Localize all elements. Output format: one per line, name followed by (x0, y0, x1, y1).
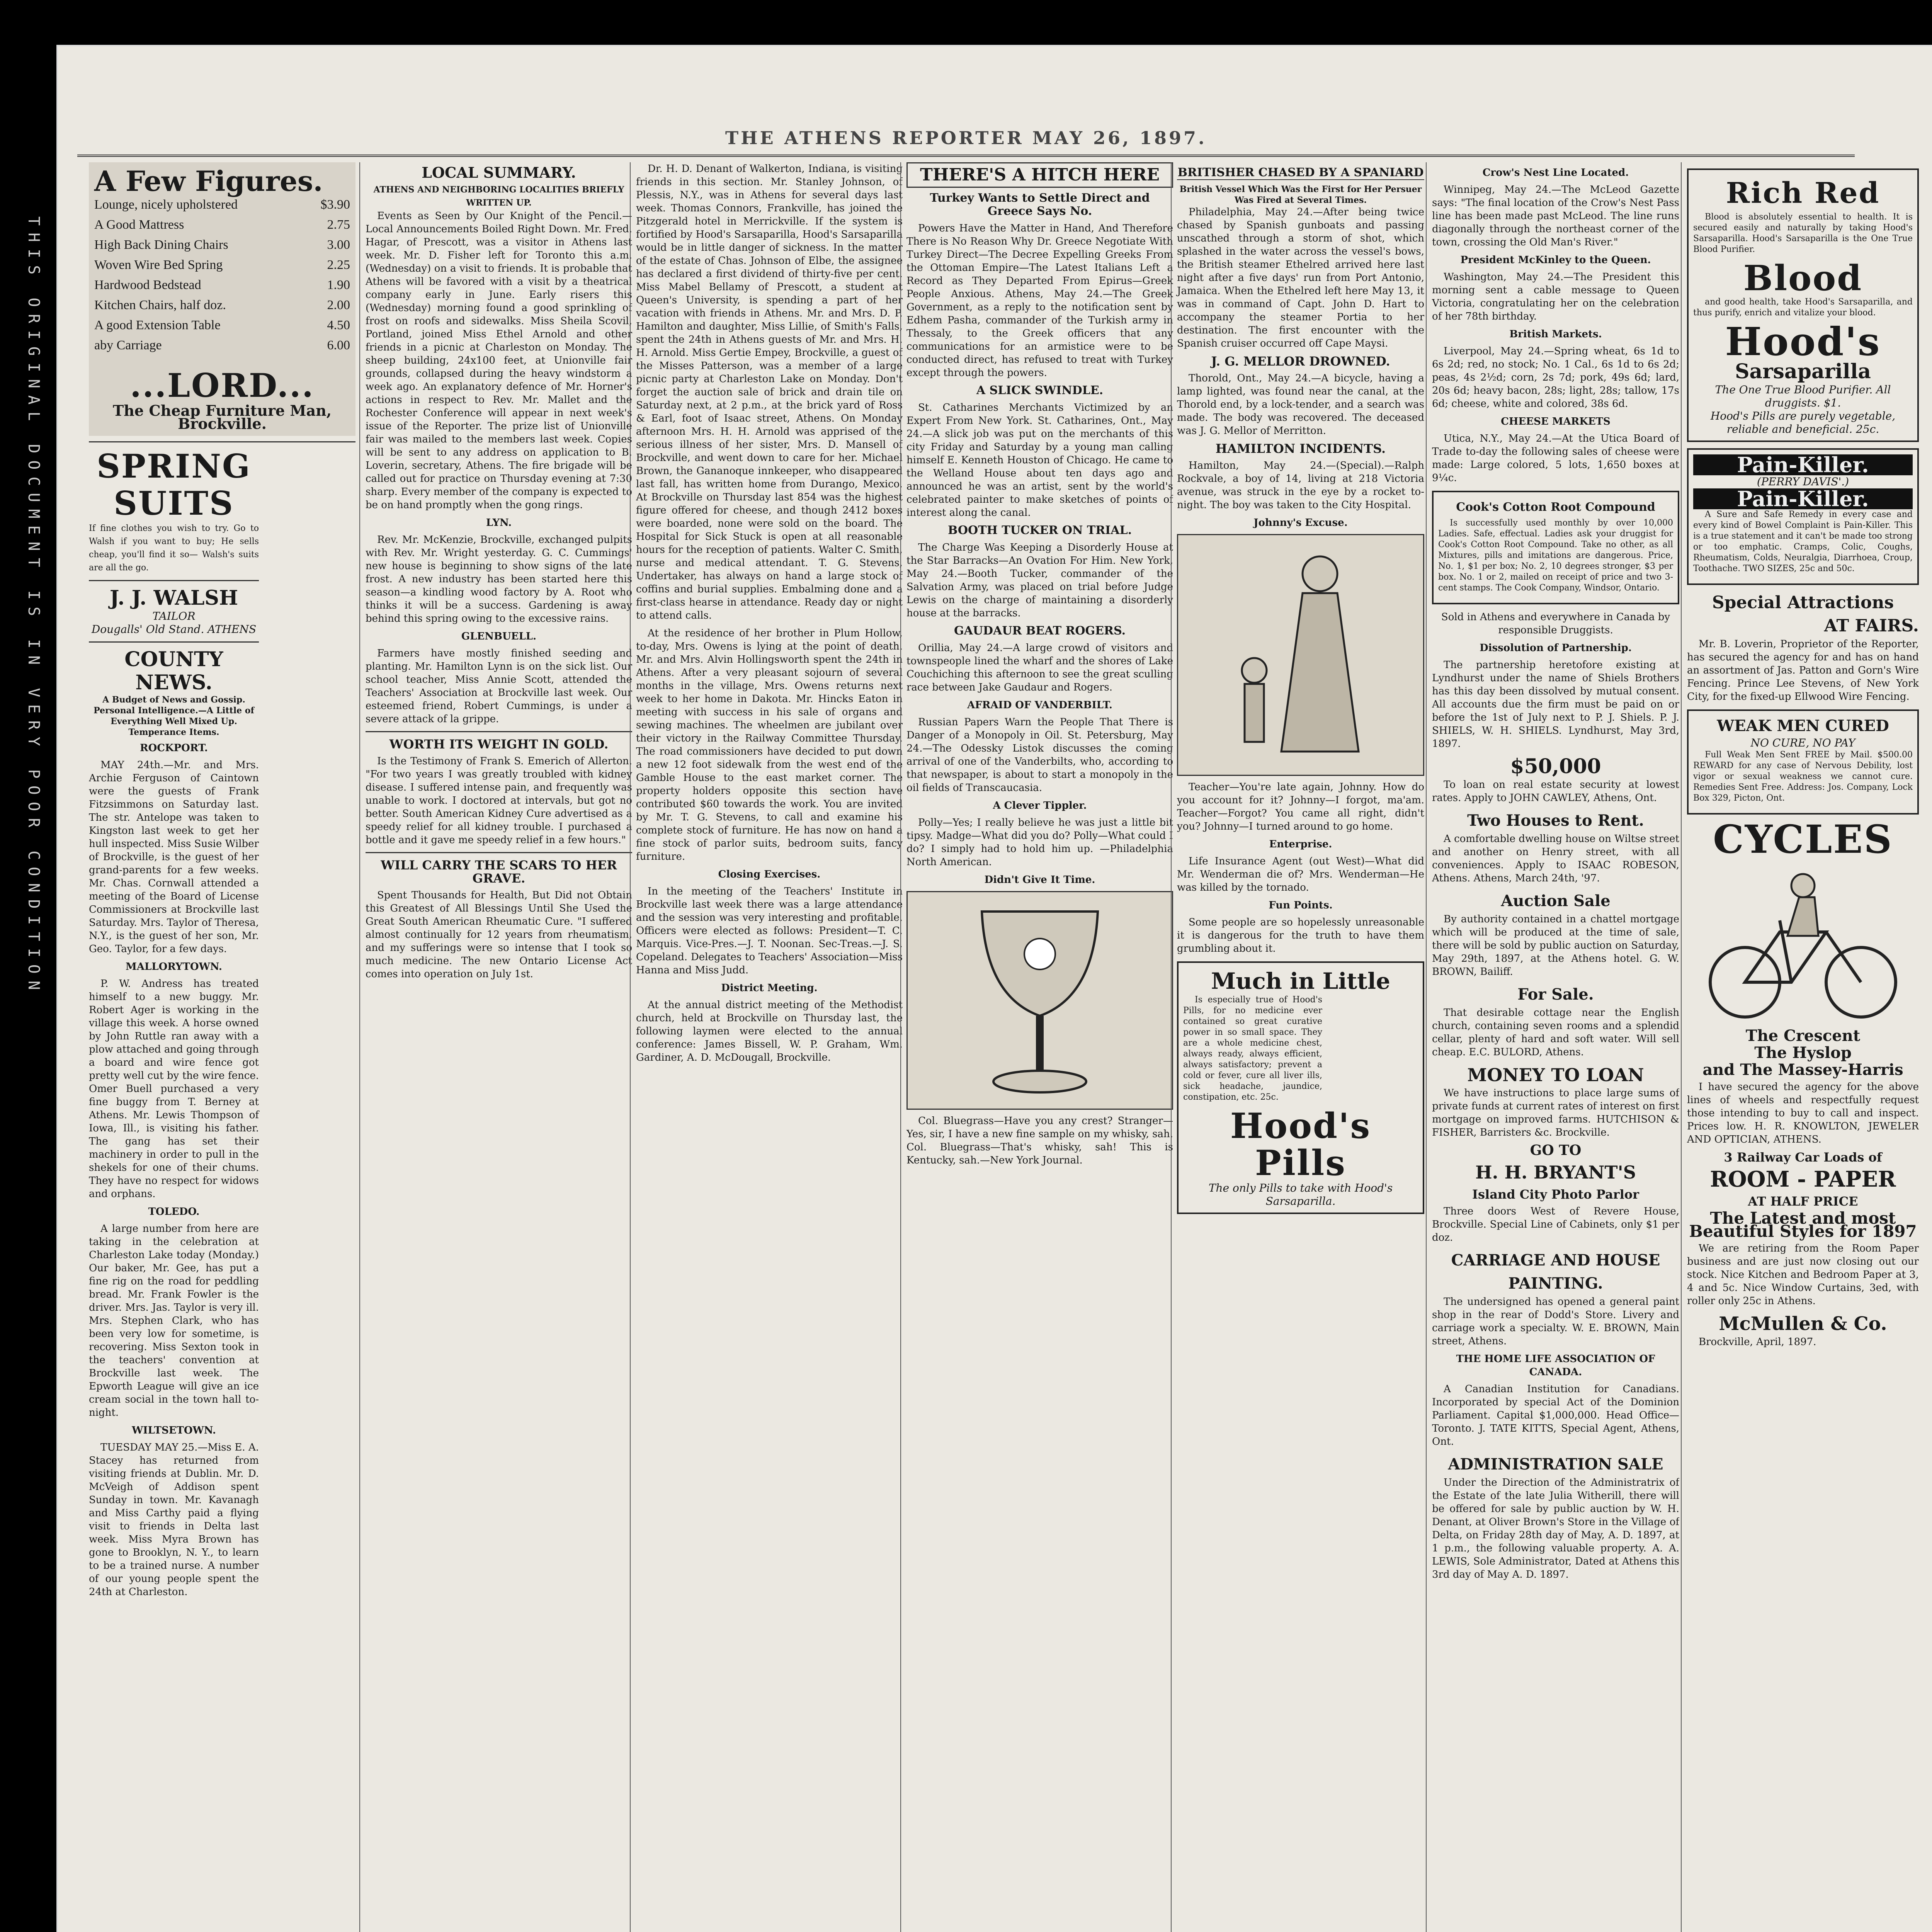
painkiller-title-2: Pain-Killer. (1693, 488, 1913, 509)
column-4 (900, 162, 1173, 1932)
blood-body: and good health, take Hood's Sarsaparilla, and thus purify, enrich and vitalize your blood. (1693, 297, 1913, 318)
pills-word: Pills (1255, 1143, 1346, 1184)
paper-body: We are retiring from the Room Paper business and are just now closing out our stock. Nice Kitchen and Bedroom Paper at 3, 4 and 5c. Nice Window Curtains, 3ed, with roller only 25c in Athens. (1687, 1243, 1919, 1307)
closing-exercises-body: In the meeting of the Teachers' Institute in Brockville last week there was a large attendance and the session was very interesting and profitable. Officers were elected as follows: President—T. C. Marquis. Vice-Pres.—J. T. Noonan. Sec-Treas.—J. S. Copeland. Delegates to Teachers' Association—Miss Hanna and Miss Judd. (636, 886, 903, 976)
fifty-thousand: $50,000 (1510, 755, 1601, 778)
glass-caption: Didn't Give It Time. (984, 874, 1095, 886)
hyslop-line: The Hyslop (1754, 1044, 1852, 1062)
glenbuell-body: Farmers have mostly finished seeding and planting. Mr. Hamilton Lynn is on the sick list. Our school teacher, Miss Annie Scott, attended the Teachers' Association at Brockville last week. Our esteemed friend, Robert Cummings, is under a severe attack of la grippe. (366, 648, 632, 725)
crescent-line: The Crescent (1745, 1027, 1861, 1045)
lady-caption: Johnny's Excuse. (1253, 517, 1348, 529)
hitch-heading: THERE'S A HITCH HERE (906, 162, 1173, 188)
weak-body: Full Weak Men Sent FREE by Mail. $500.00 REWARD for any case of Nervous Debility, lost vigor or sexual weakness we cannot cure. Remedies Sent Free. Address: Jos. Company, Lock Box 329, Picton, Ont. (1693, 750, 1913, 803)
walsh-name: J. J. WALSH (109, 586, 238, 610)
few-figures-ad (89, 162, 355, 436)
cotton-body: Is successfully used monthly by over 10,000 Ladies. Safe, effectual. Ladies ask your druggist for Cook's Cotton Root Compound. Take no other, as all Mixtures, pills and imitations are dangerous. Price, No. 1, $1 per box; No. 2, 10 degrees stronger, $3 per box. No. 1 or 2, mailed on receipt of price and two 3-cent stamps. The Cook Company, Windsor, Ontario. (1438, 518, 1673, 593)
local-items-2: At the residence of her brother in Plum Hollow, to-day, Mrs. Owens is lying at the point of death. Mr. and Mrs. Alvin Hollingsworth spent the 24th in Athens. After a very pleasant sojourn of several months in the village, Mrs. Owens returns next week to her home in Dakota. Mr. Hincks Eaton in meeting with success in his sale of organs and sewing machines. The wheelmen are jubilant over their victory in the Railway Committee Thursday. The road commissioners have decided to put down a new 12 foot sidewalk from the west end of the Gamble House to the east market corner. The property holders opposite this section have contributed $60 towards the work. You are invited by Mr. T. G. Stevens, to call and examine his complete stock of furniture. He has now on hand a fine stock of parlor suits, bedroom suits, fancy furniture. (636, 628, 903, 862)
fun-heading: Fun Points. (1269, 900, 1333, 911)
county-news-heading: COUNTY NEWS. (124, 648, 223, 694)
hoods-sarsaparilla-ad (1687, 168, 1919, 442)
figure-row: Woven Wire Bed Spring 2.25 (94, 258, 350, 272)
enterprise-body: Life Insurance Agent (out West)—What did Mr. Wenderman die of? Mrs. Wenderman—He was killed by the tornado. (1177, 855, 1424, 893)
cycles-heading: CYCLES (1713, 816, 1893, 862)
mckinley-heading: President McKinley to the Queen. (1460, 254, 1651, 266)
special-heading: Special Attractions (1712, 593, 1894, 612)
column-1 (89, 162, 355, 1932)
hamilton-heading: HAMILTON INCIDENTS. (1215, 441, 1386, 456)
wiltsetown-heading: WILTSETOWN. (132, 1425, 216, 1436)
fun-body: Some people are so hopelessly unreasonable it is dangerous for the truth to have them grumbling about it. (1177, 917, 1424, 954)
walsh-tailor: TAILOR (152, 610, 196, 622)
special-body: Mr. B. Loverin, Proprietor of the Reporter, has secured the agency for and has on hand an assortment of Jas. Patton and Gorn's Wire Fencing. Prince Lee Stevens, of New York City, for the fixed-up Ellwood Wire Fencing. (1687, 638, 1919, 702)
toledo-body: A large number from here are taking in the celebration at Charleston Lake today (Monday.) Our baker, Mr. Gee, has put a fine rig on the road for peddling bread. Mr. Frank Fowler is the driver. Mrs. Jas. Taylor is very ill. Mrs. Stephen Clark, who has been very low for sometime, is recovering. Miss Sexton took in the teachers' convention at Brockville last week. The Epworth League will give an ice cream social in the town hall to-night. (89, 1223, 259, 1418)
district-meeting-body: At the annual district meeting of the Methodist church, held at Brockville on Thursday last, the following laymen were elected to the annual conference: James Bissell, W. P. Graham, Wm. Gardiner, A. D. McDougall, Brockville. (636, 999, 903, 1063)
figure-row: Lounge, nicely upholstered $3.90 (94, 197, 350, 212)
masthead: THE ATHENS REPORTER MAY 26, 1897. (725, 128, 1207, 148)
closing-exercises-heading: Closing Exercises. (718, 869, 821, 880)
worth-heading: WORTH ITS WEIGHT IN GOLD. (389, 737, 609, 752)
auction-heading: Auction Sale (1501, 892, 1611, 910)
half-price-heading: AT HALF PRICE (1748, 1194, 1858, 1209)
few-figures-title: A Few Figures. (94, 165, 323, 197)
carloads-heading: 3 Railway Car Loads of (1724, 1150, 1882, 1165)
figures-list (94, 195, 350, 355)
suits-heading: SUITS (114, 484, 234, 522)
money-heading: MONEY TO LOAN (1467, 1065, 1644, 1085)
cycles-body: I have secured the agency for the above lines of wheels and respectfully request those intending to buy to call and inspect. Prices low. H. R. KNOWLTON, JEWELER AND OPTICIAN, ATHENS. (1687, 1081, 1919, 1145)
scars-body: Spent Thousands for Health, But Did not Obtain this Greatest of All Blessings Until She Used the Great South American Rheumatic Cure. "I suffered almost continually for 12 years from rheumatism, and my sufferings were so intense that I took so much medicine. The new Ontario License Act comes into operation on July 1st. (366, 889, 632, 980)
home-life-body: A Canadian Institution for Canadians. Incorporated by special Act of the Dominion Parliament. Capital $1,000,000. Head Office—Toronto. J. TATE KITTS, Special Agent, Athens, Ont. (1432, 1383, 1679, 1447)
teacher-illustration (1177, 534, 1424, 776)
painkiller-sub: (PERRY DAVIS'.) (1757, 475, 1849, 488)
mellor-heading: J. G. MELLOR DROWNED. (1211, 354, 1390, 369)
glass-body: Col. Bluegrass—Have you any crest? Stranger—Yes, sir, I have a new fine sample on my whisky, sah. Col. Bluegrass—That's whisky, sah! This is Kentucky, sah.—New York Journal. (906, 1115, 1173, 1166)
column-7 (1681, 162, 1919, 1932)
rich-red: Rich Red (1726, 177, 1880, 210)
home-life-heading: THE HOME LIFE ASSOCIATION OF CANADA. (1456, 1353, 1655, 1378)
lyn-heading: LYN. (486, 517, 512, 529)
hoods-word: Hood's (1725, 319, 1881, 364)
spring-suits-ad (89, 448, 259, 1599)
hoods-word: Hood's (1230, 1105, 1371, 1146)
figure-row: Hardwood Bedstead 1.90 (94, 278, 350, 292)
poor-condition-note: THIS ORIGINAL DOCUMENT IS IN VERY POOR CONDITION (25, 216, 43, 997)
hoods-note: The only Pills to take with Hood's Sarsaparilla. (1208, 1182, 1393, 1208)
mallorytown-heading: MALLORYTOWN. (126, 961, 222, 973)
sarsaparilla-note: The One True Blood Purifier. All druggists. $1. (1715, 383, 1891, 409)
scars-heading: WILL CARRY THE SCARS TO HER GRAVE. (381, 858, 617, 886)
hoods-pills-note: Hood's Pills are purely vegetable, reliable and beneficial. 25c. (1710, 410, 1896, 435)
district-meeting-heading: District Meeting. (721, 982, 818, 994)
local-summary-body: Events as Seen by Our Knight of the Pencil.—Local Announcements Boiled Right Down. Mr. Fred. Hagar, of Prescott, was a visitor in Athens last week. Mr. D. Fisher left for Toronto this a.m. (Wednesday) on a visit to friends. It is probable that Athens will be favored with a visit by a theatrical company early in June. Early risers this (Wednesday) morning found a good sprinkling of frost on roofs and sidewalks. Miss Sheila Scovil, Portland, joined Miss Ethel Arnold and other friends in a picnic at Charleston on Monday. The sheep building, 24x100 feet, at Unionville fair grounds, collapsed during the heavy windstorm a week ago. An explanatory defence of Mr. Horner's actions in respect to Rev. Mr. Mallet and the Rochester Conference will appear in next week's issue of the Reporter. The prize list of Unionville fair was mailed to the members last week. Copies will be sent to any address on application to B. Loverin, secretary, Athens. The fire brigade will be called out for practice on Thursday evening at 7:30 sharp. Every member of the company is expected to be on hand promptly when the gong rings. (366, 210, 632, 511)
cotton-root-ad (1432, 491, 1679, 604)
weak-men-ad (1687, 709, 1919, 815)
mallorytown-body: P. W. Andress has treated himself to a new buggy. Mr. Robert Ager is working in the village this week. A horse owned by John Ruttle ran away with a plow attached and going through a board and wire fence got pretty well cut by the wire fence. Omer Buell purchased a very fine buggy from T. Berney at Athens. Mr. Lewis Thompson of Iowa, Ill., is visiting his father. The gang has set their machinery in order to pull in the shekels for one of their chums. They have no respect for widows and orphans. (89, 978, 259, 1200)
for-sale-heading: For Sale. (1517, 985, 1594, 1003)
spaniard-body: Philadelphia, May 24.—After being twice chased by Spanish gunboats and passing unscathed through a storm of shot, which splashed in the water across the vessel's bows, the British steamer Ethelred arrived here last night after a five days' run from Port Antonio, Jamaica. When the Ethelred left here May 13, it was in command of Capt. John D. Hart to accompany the steamer Portia to her destination. The first encounter with the Spanish cruiser occurred off Cape Maysi. (1177, 206, 1424, 349)
rockport-body: MAY 24th.—Mr. and Mrs. Archie Ferguson of Caintown were the guests of Frank Fitzsimmons on Saturday last. The str. Antelope was taken to Kingston last week to get her hull inspected. Miss Susie Wilber of Brockville, is the guest of her grand-parents for a few weeks. Mr. Chas. Cornwall attended a meeting of the Board of License Commissioners at Brockville last Saturday. Mrs. Taylor of Theresa, N.Y., is the guest of her son, Mr. Geo. Taylor, for a few days. (89, 759, 259, 955)
walsh-address: Dougalls' Old Stand. ATHENS (91, 623, 257, 636)
weak-heading: WEAK MEN CURED (1717, 717, 1889, 735)
admin-body: Under the Direction of the Administratrix of the Estate of the late Julia Witherill, there will be offered for sale by public auction by W. H. Denant, at Oliver Brown's Store in the Village of Delta, on Friday 28th day of May, A. D. 1897, at 1 p.m., the following valuable property. A. A. LEWIS, Sole Administrator, Dated at Athens this 3rd day of May A. D. 1897. (1432, 1477, 1679, 1580)
column-6 (1426, 162, 1679, 1932)
at-fairs-heading: AT FAIRS. (1824, 616, 1919, 636)
vanderbilt-heading: AFRAID OF VANDERBILT. (967, 699, 1112, 711)
local-summary-sub: ATHENS AND NEIGHBORING LOCALITIES BRIEFLY WRITTEN UP. (373, 185, 624, 208)
sarsaparilla-word: Sarsaparilla (1735, 360, 1871, 383)
booth-heading: BOOTH TUCKER ON TRIAL. (947, 524, 1132, 537)
painkiller-ad (1687, 448, 1919, 585)
gaudaur-body: Orillia, May 24.—A large crowd of visitors and townspeople lined the wharf and the shores of Lake Couchiching this afternoon to see the great sculling race between Jake Gaudaur and Rogers. (906, 642, 1173, 693)
column-3 (630, 162, 903, 1932)
local-summary-heading: LOCAL SUMMARY. (422, 164, 576, 181)
mckinley-body: Washington, May 24.—The President this morning sent a cable message to Queen Victoria, congratulating her on the celebration of her 78th birthday. (1432, 271, 1679, 322)
spring-heading: SPRING (97, 447, 251, 485)
room-paper-heading: ROOM - PAPER (1710, 1167, 1896, 1192)
carriage-body: The undersigned has opened a general paint shop in the rear of Dodd's Store. Livery and carriage work a specialty. W. E. BROWN, Main street, Athens. (1432, 1296, 1679, 1347)
vanderbilt-body: Russian Papers Warn the People That There is Danger of a Monopoly in Oil. St. Petersburg, May 24.—The Odessky Listok discusses the coming arrival of one of the Vanderbilts, who, according to that newspaper, is about to start a monopoly in the oil fields of Transcaucasia. (906, 716, 1173, 794)
mellor-body: Thorold, Ont., May 24.—A bicycle, having a lamp lighted, was found near the canal, at the Thorold end, by a lock-tender, and a search was made. The body was recovered. The deceased was J. G. Mellor of Merritton. (1177, 372, 1424, 437)
two-houses-body: A comfortable dwelling house on Wiltse street and another on Henry street, with all conveniences. Apply to ISAAC ROBESON, Athens. Athens, March 24th, '97. (1432, 833, 1679, 884)
worth-body: Is the Testimony of Frank S. Emerich of Allerton. "For two years I was greatly troubled with kidney disease. I suffered intense pain, and frequently was unable to work. I doctored at intervals, but got no better. South American Kidney Cure advertised as a speedy relief for all kidney trouble. I purchased a bottle and it gave me speedy relief in a few hours." (366, 755, 632, 846)
blood-word: Blood (1743, 258, 1863, 299)
cheese-body: Utica, N.Y., May 24.—At the Utica Board of Trade to-day the following sales of cheese were made: Large colored, 5 lots, 1,650 boxes at 9¼c. (1432, 433, 1679, 484)
wiltsetown-body: TUESDAY MAY 25.—Miss E. A. Stacey has returned from visiting friends at Dublin. Mr. D. McVeigh of Addison spent Sunday in town. Mr. Kavanagh and Miss Carthy paid a flying visit to friends in Delta last week. Miss Myra Brown has gone to Brooklyn, N. Y., to learn to be a trained nurse. A number of our young people spent the 24th at Charleston. (89, 1442, 259, 1598)
cotton-heading: Cook's Cotton Root Compound (1456, 500, 1655, 514)
wine-glass-icon (966, 900, 1113, 1101)
fifty-body: To loan on real estate security at lowest rates. Apply to JOHN CAWLEY, Athens, Ont. (1432, 779, 1679, 804)
swindle-heading: A SLICK SWINDLE. (976, 384, 1104, 397)
hamilton-body: Hamilton, May 24.—(Special).—Ralph Rockvale, a boy of 14, living at 218 Victoria avenue, was struck in the eye by a rocket to-night. The boy was taken to the City Hospital. (1177, 460, 1424, 511)
painkiller-title: Pain-Killer. (1693, 454, 1913, 475)
crows-nest-heading: Crow's Nest Line Located. (1482, 167, 1629, 179)
massey-line: and The Massey-Harris (1702, 1061, 1903, 1079)
hitch-subheading: Turkey Wants to Settle Direct and Greece Says No. (930, 191, 1150, 218)
suits-body: If fine clothes you wish to try. Go to Walsh if you want to buy; He sells cheap, you'll find it so— Walsh's suits are all the go. (89, 524, 259, 573)
markets-body: Liverpool, May 24.—Spring wheat, 6s 1d to 6s 2d; red, no stock; No. 1 Cal., 6s 1d to 6s 2d; peas, 4s 2½d; corn, 2s 7d; pork, 49s 6d; lard, 20s 6d; heavy bacon, 28s; light, 28s; tallow, 17s 6d; cheese, white and colored, 38s 6d. (1432, 345, 1679, 410)
much-in-little: Much in Little (1211, 968, 1390, 994)
gaudaur-heading: GAUDAUR BEAT ROGERS. (954, 624, 1126, 638)
carriage-heading: CARRIAGE AND HOUSE PAINTING. (1451, 1251, 1660, 1293)
admin-heading: ADMINISTRATION SALE (1448, 1455, 1663, 1473)
figure-row: A good Extension Table 4.50 (94, 318, 350, 332)
island-heading: Island City Photo Parlor (1472, 1187, 1639, 1202)
rich-body: Blood is absolutely essential to health. It is secured easily and naturally by taking Hood's Sarsaparilla. Hood's Sarsaparilla is the One True Blood Purifier. (1693, 212, 1913, 254)
lyn-body: Rev. Mr. McKenzie, Brockville, exchanged pulpits with Rev. Mr. Wright yesterday. G. C. Cummings' new house is beginning to show signs of the late frost. A new industry has been started here this season—a kindling wood factory by A. Root who thinks it will be a success. Gardening is away behind this spring owing to the excessive rains. (366, 534, 632, 624)
two-houses-heading: Two Houses to Rent. (1467, 811, 1644, 830)
markets-heading: British Markets. (1509, 328, 1602, 340)
money-body: We have instructions to place large sums of private funds at current rates of interest on first mortgage on improved farms. HUTCHISON & FISHER, Barristers &c. Brockville. (1432, 1087, 1679, 1138)
tippler-heading: A Clever Tippler. (993, 800, 1087, 811)
tippler-body: Polly—Yes; I really believe he was just a little bit tipsy. Madge—What did you do? Polly—What could I do? I simply had to hold him up. —Philadelphia North American. (906, 817, 1173, 868)
mcmullen-heading: McMullen & Co. (1719, 1313, 1887, 1335)
lady-body: Teacher—You're late again, Johnny. How do you account for it? Johnny—I forgot, ma'am. Teacher—Forgot? You came all right, didn't you? Johnny—I turned around to go home. (1177, 781, 1424, 832)
figure-row: Kitchen Chairs, half doz. 2.00 (94, 298, 350, 312)
cotton-note: Sold in Athens and everywhere in Canada by responsible Druggists. (1441, 611, 1670, 636)
figure-row: A Good Mattress 2.75 (94, 218, 350, 232)
teacher-figure-icon (1219, 543, 1382, 767)
booth-body: The Charge Was Keeping a Disorderly House at the Star Barracks—An Ovation For Him. New York, May 24.—Booth Tucker, commander of the Salvation Army, was placed on trial before Judge Lewis on the charge of maintaining a disorderly house at the barracks. (906, 542, 1173, 619)
crows-nest-body: Winnipeg, May 24.—The McLeod Gazette says: "The final location of the Crow's Nest Pass line has been made past McLeod. The line runs diagonally through the northeast corner of the town, crossing the Old Man's River." (1432, 184, 1679, 248)
dissolution-body: The partnership heretofore existing at Lyndhurst under the name of Shiels Brothers has this day been dissolved by mutual consent. All accounts due the firm must be paid on or before the 1st of July next to P. J. Shiels. P. J. SHIELS, W. H. SHIELS. Lyndhurst, May 3rd, 1897. (1432, 659, 1679, 750)
dissolution-heading: Dissolution of Partnership. (1480, 642, 1632, 654)
masthead-rule (77, 155, 1855, 157)
lord-subheading: The Cheap Furniture Man, Brockville. (113, 402, 332, 432)
county-news-sub: A Budget of News and Gossip. Personal Intelligence.—A Little of Everything Well Mixed Up. Temperance Items. (94, 695, 254, 737)
glass-illustration (906, 891, 1173, 1110)
glenbuell-heading: GLENBUELL. (461, 631, 537, 642)
spaniard-subheading: British Vessel Which Was the First for Her Persuer Was Fired at Several Times. (1179, 184, 1422, 205)
cheese-heading: CHEESE MARKETS (1501, 416, 1611, 427)
much-body: Is especially true of Hood's Pills, for no medicine ever contained so great curative power in so small space. They are a whole medicine chest, always ready, always efficient, always satisfactory; prevent a cold or fever, cure all liver ills, sick headache, jaundice, constipation, etc. 25c. (1183, 995, 1322, 1102)
figure-row: High Back Dining Chairs 3.00 (94, 238, 350, 252)
brockville-date: Brockville, April, 1897. (1699, 1336, 1816, 1348)
swindle-body: St. Catharines Merchants Victimized by an Expert From New York. St. Catharines, Ont., May 24.—A slick job was put on the merchants of this city Friday and Saturday by a young man calling himself E. Kenneth Houston of Chicago. He came to the Welland House about ten days ago and announced he was an artist, sent by the world's celebrated painter to make sketches of points of interest along the canal. (906, 402, 1173, 519)
auction-body: By authority contained in a chattel mortgage which will be produced at the time of sale, there will be sold by public auction on Saturday, May 29th, 1897, at the Athens hotel. G. W. BROWN, Bailiff. (1432, 913, 1679, 978)
bicycle-icon (1702, 866, 1903, 1021)
lord-heading: ...LORD... (130, 366, 315, 405)
bryant-heading: H. H. BRYANT'S (1475, 1162, 1636, 1183)
island-body: Three doors West of Revere House, Brockville. Special Line of Cabinets, only $1 per doz. (1432, 1206, 1679, 1243)
hoods-pills-ad (1177, 961, 1424, 1214)
latest-heading: The Latest and most Beautiful Styles for 1897 (1689, 1209, 1917, 1241)
toledo-heading: TOLEDO. (148, 1206, 200, 1218)
goto-heading: GO TO (1530, 1142, 1582, 1158)
enterprise-heading: Enterprise. (1269, 838, 1332, 850)
figure-row: aby Carriage 6.00 (94, 338, 350, 352)
spaniard-heading: BRITISHER CHASED BY A SPANIARD (1177, 166, 1424, 179)
local-items-1: Dr. H. D. Denant of Walkerton, Indiana, is visiting friends in this section. Mr. Stanley Johnson, of Plessis, N.Y., was in Athens for several days last week. Thomas Connors, Frankville, has joined the Pitzgerald hotel in Merrickville. If the system is fortified by Hood's Sarsaparilla, Hood's Sarsaparilla would be in little danger of sickness. In the matter of the estate of Chas. Johnson of Elbe, the assignee has declared a first dividend of thirty-five per cent. Miss Mabel Bellamy of Prescott, a student at Queen's University, is spending a part of her vacation with friends in Athens. Mr. and Mrs. D. P. Hamilton and daughter, Miss Lillie, of Smith's Falls, spent the 24th in Athens guests of Mr. and Mrs. H. H. Arnold. Miss Gertie Empey, Brockville, a guest of the Misses Patterson, was a member of a large picnic party at Charleston Lake on Monday. Don't forget the auction sale of brick and drain tile on Saturday next, at 2 p.m., at the brick yard of Ross & Earl, foot of Isaac street, Athens. On Monday afternoon Mrs. H. H. Arnold was apprised of the serious illness of her sister, Mrs. D. Mansell of Brockville, and went down to care for her. Michael Brown, the Gananoque innkeeper, who disappeared last fall, has written home from Durango, Mexico. At Brockville on Thursday last 854 was the highest figure offered for cheese, and though 2412 boxes were boarded, none were sold on the board. The Hospital for Sick Stuck is open at all reasonable hours for the reception of patients. Walter C. Smith, nurse and medical attendant. T. G. Stevens, Undertaker, has always on hand a large stock of coffins and burial supplies. Embalming done and a first-class hearse in attendance. Ready day or night to attend calls. (636, 163, 903, 621)
weak-sub: NO CURE, NO PAY (1750, 736, 1855, 749)
rockport-heading: ROCKPORT. (140, 742, 208, 754)
painkiller-body: A Sure and Safe Remedy in every case and every kind of Bowel Complaint is Pain-Killer. This is a true statement and it can't be made too strong or too emphatic. Cramps, Colic, Coughs, Rheumatism, Colds, Neuralgia, Diarrhoea, Croup, Toothache. TWO SIZES, 25c and 50c. (1693, 510, 1913, 573)
for-sale-body: That desirable cottage near the English church, containing seven rooms and a splendid cellar, plenty of hard and soft water. Will sell cheap. E.C. BULORD, Athens. (1432, 1007, 1679, 1058)
bicycle-illustration (1687, 862, 1919, 1025)
column-2 (359, 162, 632, 1932)
hitch-body: Powers Have the Matter in Hand, And Therefore There is No Reason Why Dr. Greece Negotiate With Turkey Direct—The Decree Expelling Greeks From the Ottoman Empire—The Latest Italians Left a Record as They Departed From Epirus—Greek People Anxious. Athens, May 24.—The Greek Government, as a reply to the notification sent by Edhem Pasha, commander of the Turkish army in Thessaly, to the Greek officers that any communications for an armistice were to be conducted direct, has refused to treat with Turkey except through the powers. (906, 223, 1173, 379)
column-5 (1171, 162, 1424, 1932)
